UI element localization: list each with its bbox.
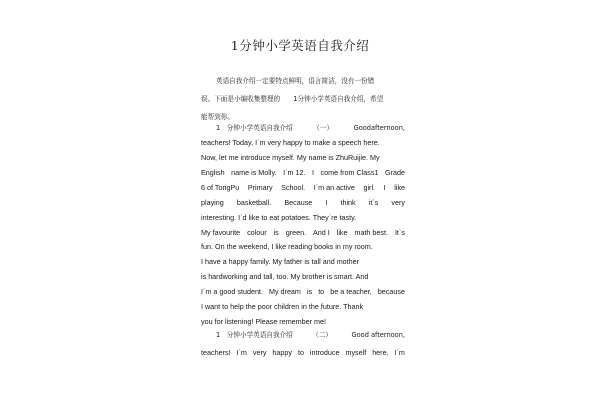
text-run: I`m 12. <box>283 168 306 177</box>
text-run: I`m an active <box>313 183 355 192</box>
text-run: fun. On the weekend, I like reading books in my room. <box>201 242 373 251</box>
text-run: Because <box>284 198 313 207</box>
text-run: English <box>201 168 225 177</box>
text-run: is hardworking and tall, too. My brother is smart. And <box>201 272 369 281</box>
body-line <box>201 317 405 327</box>
text-run: is <box>273 228 279 237</box>
text-run: basketball. <box>236 198 272 207</box>
text-run: playing <box>201 198 224 207</box>
text-run: I <box>325 198 328 207</box>
text-run: to <box>297 348 304 357</box>
document-title: 1分钟小学英语自我介绍 <box>230 38 370 53</box>
body-line <box>201 153 405 163</box>
body-line <box>201 138 405 148</box>
text-run: math best. <box>354 228 389 237</box>
text-run: introduce <box>309 348 340 357</box>
text-run: you for listening! Please remember me! <box>201 317 327 326</box>
text-run: interesting. I`d like to eat potatoes. They`re tasty. <box>201 213 357 222</box>
text-run: 1 分钟小学英语自我介绍 <box>216 124 293 132</box>
body-line <box>201 183 405 193</box>
text-run: very <box>252 348 267 357</box>
text-run: （一） <box>313 124 334 132</box>
text-run: I <box>383 183 386 192</box>
text-run: I`m a good student. <box>201 287 263 296</box>
text-run: 6 of TongPu <box>201 183 240 192</box>
text-run: Grade <box>385 168 405 177</box>
body-line <box>201 228 405 238</box>
body-line <box>201 242 405 252</box>
text-run: green. <box>285 228 307 237</box>
text-run: My favourite <box>201 228 241 237</box>
body-line <box>201 348 405 358</box>
text-run: My dream <box>268 287 301 296</box>
text-run: It`s <box>394 228 405 237</box>
body-line <box>201 213 405 223</box>
text-run: because <box>377 287 405 296</box>
text-run: think <box>340 198 356 207</box>
text-run: I want to help the poor children in the future. Thank <box>201 302 364 311</box>
text-run: And I <box>313 228 330 237</box>
text-run: is <box>306 287 313 296</box>
text-run: name is Molly. <box>231 168 277 177</box>
intro-line: 能帮到你。 <box>201 113 234 121</box>
body-line <box>201 287 405 297</box>
text-run: here. <box>372 348 389 357</box>
body-line <box>201 257 405 267</box>
text-run: colour <box>247 228 267 237</box>
text-run: like <box>394 183 405 192</box>
body-line <box>201 198 405 208</box>
text-run: myself <box>345 348 367 357</box>
text-run: happy <box>272 348 293 357</box>
body-line <box>201 168 405 178</box>
text-run: I have a happy family. My father is tall and mother <box>201 257 360 266</box>
text-run: teachers! <box>201 348 231 357</box>
text-run: it`s <box>368 198 379 207</box>
section-heading-line <box>216 123 405 133</box>
text-run: girl. <box>363 183 376 192</box>
text-run: School. <box>281 183 306 192</box>
text-run: Good afternoon, <box>351 331 405 339</box>
text-run: I`m <box>394 348 405 357</box>
intro-line: 英语自我介绍一定要特点鲜明，语言简洁，没有一份错 <box>216 77 375 85</box>
text-run: Now, let me introduce myself. My name is ZhuRuijie. My <box>201 153 380 162</box>
body-line <box>201 272 405 282</box>
text-run: teachers! Today, I`m very happy to make a speech here. <box>201 138 380 147</box>
text-run: （二） <box>312 331 333 339</box>
text-run: like <box>336 228 348 237</box>
text-run: Primary <box>247 183 273 192</box>
text-run: I`m <box>236 348 247 357</box>
intro-line: 误。下面是小编收集整理的 1分钟小学英语自我介绍，希望 <box>201 95 384 103</box>
text-run: be a teacher, <box>330 287 372 296</box>
body-line <box>201 302 405 312</box>
section-heading-line <box>216 330 405 340</box>
text-run: come from Class1 <box>320 168 379 177</box>
text-run: I <box>312 168 314 177</box>
text-run: to <box>318 287 325 296</box>
text-run: Goodafternoon, <box>353 124 405 132</box>
text-run: very <box>391 198 405 207</box>
text-run: 1 分钟小学英语自我介绍 <box>216 331 293 339</box>
